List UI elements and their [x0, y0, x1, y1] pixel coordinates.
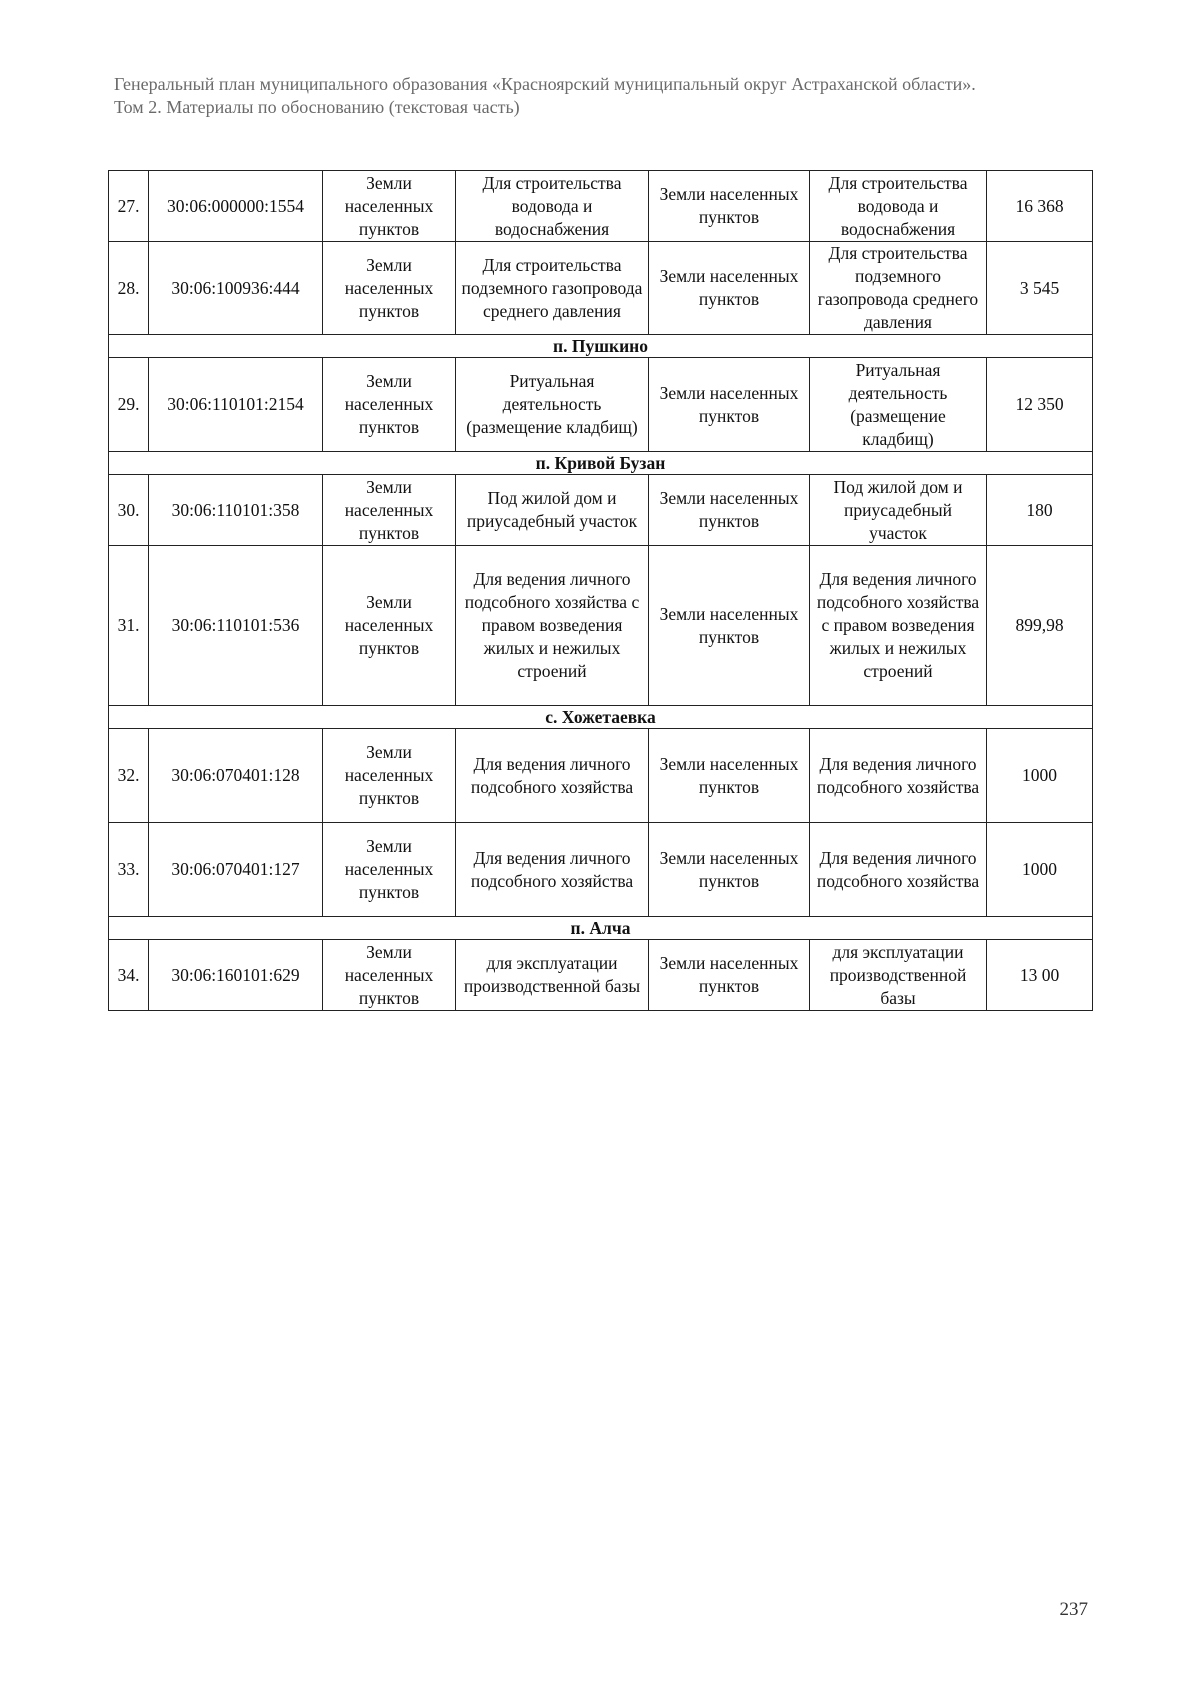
cell-permitted-use: Для ведения личного подсобного хозяйства [456, 823, 649, 917]
cell-permitted-use: Для строительства подземного газопровода среднего давления [456, 242, 649, 335]
cell-permitted-use: Для ведения личного подсобного хозяйства [456, 729, 649, 823]
section-title: с. Хожетаевка [109, 706, 1093, 729]
table-row [109, 171, 1093, 242]
cell-land-category-planned: Земли населенных пунктов [649, 242, 810, 335]
table-row [109, 729, 1093, 823]
cell-permitted-use: Под жилой дом и приусадебный участок [456, 475, 649, 546]
cell-cadastral-number: 30:06:070401:127 [149, 823, 323, 917]
section-title: п. Алча [109, 917, 1093, 940]
cell-area: 1000 [987, 729, 1093, 823]
cell-row-number: 34. [109, 940, 149, 1011]
document-header [114, 73, 1114, 119]
cell-land-category-planned: Земли населенных пунктов [649, 729, 810, 823]
section-row [109, 917, 1093, 940]
cell-area: 899,98 [987, 546, 1093, 706]
cell-permitted-use-planned: для эксплуатации производственной базы [810, 940, 987, 1011]
cell-area: 13 00 [987, 940, 1093, 1011]
cell-row-number: 31. [109, 546, 149, 706]
header-line-1: Генеральный план муниципального образования «Красноярский муниципальный округ Астраханской области». [114, 74, 976, 94]
section-title: п. Пушкино [109, 335, 1093, 358]
table-row [109, 546, 1093, 706]
cell-land-category-planned: Земли населенных пунктов [649, 546, 810, 706]
table-row [109, 475, 1093, 546]
cell-land-category-planned: Земли населенных пунктов [649, 940, 810, 1011]
table-body [109, 171, 1093, 1011]
cell-permitted-use: для эксплуатации производственной базы [456, 940, 649, 1011]
cell-row-number: 29. [109, 358, 149, 452]
cell-area: 3 545 [987, 242, 1093, 335]
cell-cadastral-number: 30:06:100936:444 [149, 242, 323, 335]
section-row [109, 452, 1093, 475]
cell-permitted-use: Для строительства водовода и водоснабжения [456, 171, 649, 242]
cell-land-category-planned: Земли населенных пунктов [649, 475, 810, 546]
cell-permitted-use: Ритуальная деятельность (размещение кладбищ) [456, 358, 649, 452]
cell-land-category: Земли населенных пунктов [323, 546, 456, 706]
cell-area: 16 368 [987, 171, 1093, 242]
cell-row-number: 28. [109, 242, 149, 335]
cell-land-category-planned: Земли населенных пунктов [649, 823, 810, 917]
cell-permitted-use-planned: Для строительства водовода и водоснабжения [810, 171, 987, 242]
cell-permitted-use-planned: Для ведения личного подсобного хозяйства с правом возведения жилых и нежилых строений [810, 546, 987, 706]
table-row [109, 358, 1093, 452]
section-title: п. Кривой Бузан [109, 452, 1093, 475]
cell-row-number: 33. [109, 823, 149, 917]
cell-land-category-planned: Земли населенных пунктов [649, 358, 810, 452]
table-row [109, 823, 1093, 917]
cell-row-number: 27. [109, 171, 149, 242]
cell-land-category: Земли населенных пунктов [323, 475, 456, 546]
cell-permitted-use-planned: Под жилой дом и приусадебный участок [810, 475, 987, 546]
section-row [109, 706, 1093, 729]
page-number: 237 [1059, 1599, 1088, 1620]
table-row [109, 940, 1093, 1011]
land-plots-table [108, 170, 1093, 1011]
cell-row-number: 30. [109, 475, 149, 546]
cell-permitted-use-planned: Для строительства подземного газопровода среднего давления [810, 242, 987, 335]
cell-area: 12 350 [987, 358, 1093, 452]
cell-land-category: Земли населенных пунктов [323, 358, 456, 452]
cell-cadastral-number: 30:06:110101:358 [149, 475, 323, 546]
cell-area: 1000 [987, 823, 1093, 917]
header-line-2: Том 2. Материалы по обоснованию (текстовая часть) [114, 97, 520, 117]
cell-cadastral-number: 30:06:160101:629 [149, 940, 323, 1011]
cell-permitted-use-planned: Ритуальная деятельность (размещение кладбищ) [810, 358, 987, 452]
cell-land-category: Земли населенных пунктов [323, 823, 456, 917]
cell-land-category: Земли населенных пунктов [323, 171, 456, 242]
cell-cadastral-number: 30:06:070401:128 [149, 729, 323, 823]
cell-permitted-use-planned: Для ведения личного подсобного хозяйства [810, 729, 987, 823]
cell-cadastral-number: 30:06:110101:2154 [149, 358, 323, 452]
cell-land-category: Земли населенных пунктов [323, 242, 456, 335]
cell-cadastral-number: 30:06:110101:536 [149, 546, 323, 706]
cell-row-number: 32. [109, 729, 149, 823]
cell-permitted-use-planned: Для ведения личного подсобного хозяйства [810, 823, 987, 917]
cell-land-category: Земли населенных пунктов [323, 940, 456, 1011]
table-row [109, 242, 1093, 335]
cell-land-category: Земли населенных пунктов [323, 729, 456, 823]
cell-cadastral-number: 30:06:000000:1554 [149, 171, 323, 242]
section-row [109, 335, 1093, 358]
cell-land-category-planned: Земли населенных пунктов [649, 171, 810, 242]
cell-permitted-use: Для ведения личного подсобного хозяйства с правом возведения жилых и нежилых строений [456, 546, 649, 706]
cell-area: 180 [987, 475, 1093, 546]
